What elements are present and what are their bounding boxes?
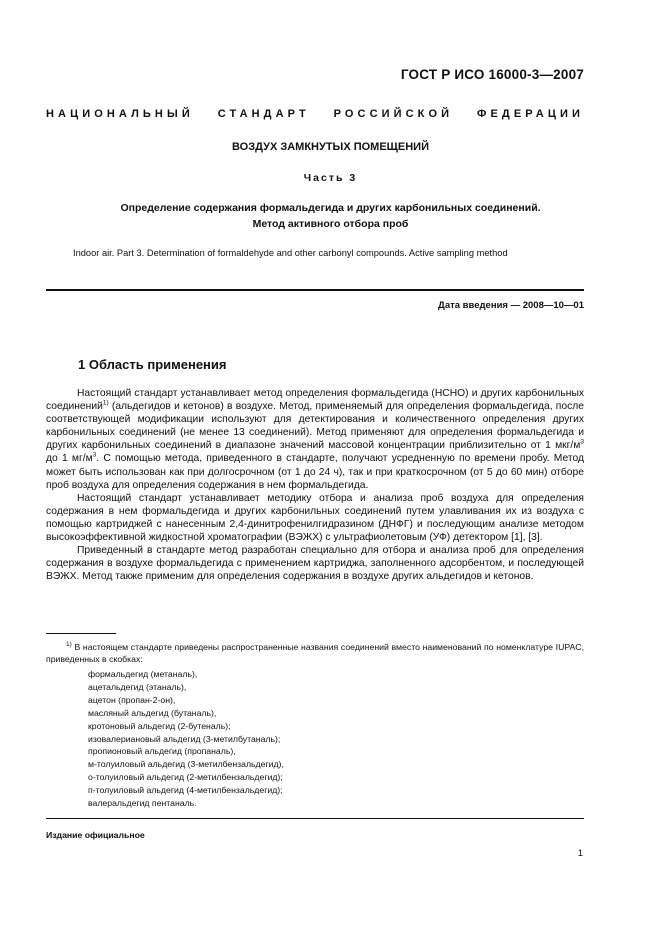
list-item: формальдегид (метаналь), — [88, 669, 198, 679]
footer-divider — [46, 818, 584, 819]
list-item: ацетальдегид (этаналь), — [88, 681, 187, 692]
official-edition-label: Издание официальное — [46, 830, 145, 840]
list-item: о-толуиловый альдегид (2-метилбензальдегид); — [88, 772, 283, 783]
subtitle-line-1: Определение содержания формальдегида и других карбонильных соединений. — [120, 202, 541, 214]
paragraph: Настоящий стандарт устанавливает метод определения формальдегида (НСНО) и других карбонильных соединений$^{1)}$ (альдегидов и кетонов) в воздухе. Метод, применяемый для определения формальдегида, после соответствующей модификации используют для детектирования и количественного определения других карбонильных соединений (не менее 13 соединений). Метод применяют для определения формальдегида и других карбонильных соединений в диапазоне значений массовой концентрации приблизительно от 1 мкг/$м^3$ до 1 $мг/м^3$. С помощью метода, приведенного в стандарте, получают усредненную по времени пробу. Метод может быть использован как при долгосрочном (от 1 до 24 ч), так и при краткосрочном (от 5 до 60 мин) отборе проб воздуха для определения содержания в нем формальдегида. — [46, 388, 584, 491]
list-item: изовалериановый альдегид (3-метилбутаналь); — [88, 733, 281, 744]
introduction-date: Дата введения — 2008—10—01 — [438, 300, 584, 311]
document-title: ВОЗДУХ ЗАМКНУТЫХ ПОМЕЩЕНИЙ — [232, 141, 429, 153]
part-label: Часть 3 — [303, 172, 358, 184]
title-divider — [46, 289, 584, 291]
banner-word: ФЕДЕРАЦИИ — [477, 108, 584, 120]
subtitle-line-2: Метод активного отбора проб — [252, 218, 409, 230]
list-item: масляный альдегид (бутаналь), — [88, 707, 217, 718]
footnote-list — [88, 668, 284, 810]
banner-word: СТАНДАРТ — [217, 108, 310, 120]
list-item: пропионовый альдегид (пропаналь), — [88, 746, 236, 757]
footnote-divider — [46, 633, 116, 634]
list-item: м-толуиловый альдегид (3-метилбензальдегид), — [88, 759, 284, 770]
section-body — [46, 387, 584, 583]
footnote-ref: 1) — [102, 399, 109, 407]
footnote-mark: 1) — [66, 641, 72, 649]
document-number: ГОСТ Р ИСО 16000-3—2007 — [400, 67, 584, 82]
list-item: кротоновый альдегид (2-бутеналь); — [88, 720, 231, 731]
list-item: валеральдегид пентаналь. — [88, 798, 197, 809]
footnote-text: $^{1)}$ В настоящем стандарте приведены распространенные названия соединений вместо наименований по номенклатуре IUPAC, приведенных в скобках: — [46, 641, 584, 665]
section-heading: 1 Область применения — [78, 357, 227, 372]
english-title: Indoor air. Part 3. Determination of formaldehyde and other carbonyl compounds. Active sampling method — [73, 248, 508, 258]
list-item: ацетон (пропан-2-он), — [88, 694, 176, 705]
paragraph: Настоящий стандарт устанавливает методику отбора и анализа проб воздуха для определения содержания в нем формальдегида и других карбонильных соединений путем улавливания их из воздуха с помощью картриджей с нанесенным 2,4-динитрофенилгидразином (ДНФГ) и последующим анализе методом высокоэффективной жидкостной хроматографии (ВЭЖХ) с ультрафиолетовым (УФ) детектором [1], [3]. — [46, 492, 584, 544]
banner-word: РОССИЙСКОЙ — [333, 108, 454, 120]
national-standard-banner — [46, 108, 584, 120]
banner-word: НАЦИОНАЛЬНЫЙ — [46, 108, 194, 120]
list-item: п-толуиловый альдегид (4-метилбензальдегид); — [88, 785, 283, 796]
page-number: 1 — [577, 848, 583, 859]
footnote — [46, 641, 584, 666]
paragraph: Приведенный в стандарте метод разработан специально для отбора и анализа проб для определения содержания в воздухе формальдегида с применением картриджа, заполненного адсорбентом, и последующей ВЭЖХ. Метод также применим для определения содержания в воздухе других альдегидов и кетонов. — [46, 545, 584, 583]
